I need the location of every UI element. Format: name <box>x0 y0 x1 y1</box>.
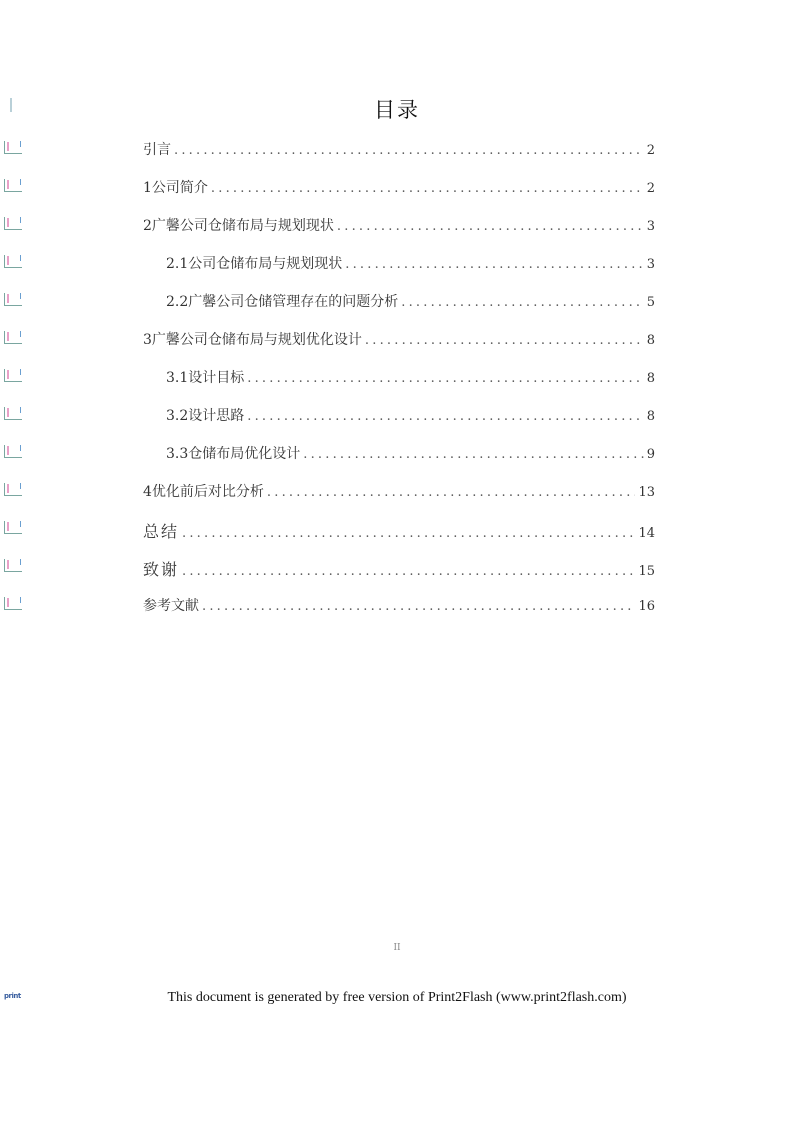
toc-entry-page: 2 <box>646 143 655 158</box>
toc-entry[interactable] <box>143 519 655 541</box>
toc-entry-page: 16 <box>638 599 655 614</box>
margin-marker-icon <box>4 407 22 420</box>
toc-entry-label: 3.1设计目标 <box>166 370 245 386</box>
margin-marker-icon <box>4 331 22 344</box>
toc-entry-page: 9 <box>646 447 655 462</box>
margin-marker-icon <box>4 369 22 382</box>
toc-entry-page: 3 <box>646 219 655 234</box>
toc-entry-label: 参考文献 <box>143 598 199 614</box>
margin-marker-icon <box>4 255 22 268</box>
generator-note: This document is generated by free version of Print2Flash (www.print2flash.com) <box>167 990 627 1005</box>
toc-entry-label: 3.2设计思路 <box>166 408 245 424</box>
toc-leader-dots <box>337 219 644 234</box>
toc-entry-page: 14 <box>638 526 655 541</box>
toc-entry-page: 8 <box>646 333 655 348</box>
print2flash-logo-icon: print <box>4 992 21 1000</box>
toc-entry[interactable] <box>166 443 655 465</box>
toc-entry-page: 3 <box>646 257 655 272</box>
margin-marker-icon <box>4 483 22 496</box>
margin-marker-icon <box>4 293 22 306</box>
toc-entry-label: 1公司简介 <box>143 180 208 196</box>
toc-entry-label: 2广馨公司仓储布局与规划现状 <box>143 218 334 234</box>
toc-entry[interactable] <box>166 367 655 389</box>
toc-entry-label: 2.2广馨公司仓储管理存在的问题分析 <box>166 294 399 310</box>
toc-entry-label: 3.3仓储布局优化设计 <box>166 446 301 462</box>
toc-entry[interactable] <box>166 291 655 313</box>
toc-entry-page: 8 <box>646 371 655 386</box>
toc-entry-page: 15 <box>638 564 655 579</box>
toc-entry[interactable] <box>166 253 655 275</box>
toc-leader-dots <box>202 599 635 614</box>
toc-entry-page: 13 <box>638 485 655 500</box>
margin-marker-icon <box>4 179 22 192</box>
toc-entry[interactable] <box>166 405 655 427</box>
toc-leader-dots <box>174 143 644 158</box>
toc-leader-dots <box>345 257 643 272</box>
toc-entry-label: 引言 <box>143 142 171 158</box>
toc-entry[interactable] <box>143 557 655 579</box>
margin-marker-icon <box>4 141 22 154</box>
toc-leader-dots <box>303 447 643 462</box>
margin-marker-icon <box>4 445 22 458</box>
toc-entry-page: 5 <box>646 295 655 310</box>
toc-title: 目录 <box>374 98 420 122</box>
toc-leader-dots <box>267 485 636 500</box>
toc-entry-label: 3广馨公司仓储布局与规划优化设计 <box>143 332 362 348</box>
toc-entry[interactable] <box>143 595 655 617</box>
margin-marker-icon <box>4 559 22 572</box>
toc-entry[interactable] <box>143 481 655 503</box>
toc-entry[interactable] <box>143 139 655 161</box>
margin-marker-icon <box>4 217 22 230</box>
toc-entry-page: 2 <box>646 181 655 196</box>
toc-entry-label: 致谢 <box>143 560 180 579</box>
toc-entry[interactable] <box>143 215 655 237</box>
toc-leader-dots <box>211 181 644 196</box>
toc-entry-label: 总结 <box>143 522 180 541</box>
toc-entry-label: 4优化前后对比分析 <box>143 484 264 500</box>
toc-leader-dots <box>401 295 643 310</box>
toc-leader-dots <box>365 333 644 348</box>
margin-marker-icon <box>4 521 22 534</box>
margin-marker-icon <box>4 597 22 610</box>
toc-entry[interactable] <box>143 329 655 351</box>
toc-leader-dots <box>182 526 635 541</box>
toc-leader-dots <box>247 371 643 386</box>
toc-entry-page: 8 <box>646 409 655 424</box>
toc-entry[interactable] <box>143 177 655 199</box>
toc-leader-dots <box>247 409 643 424</box>
toc-entry-label: 2.1公司仓储布局与规划现状 <box>166 256 343 272</box>
page-number: II <box>393 943 401 953</box>
toc-leader-dots <box>182 564 635 579</box>
